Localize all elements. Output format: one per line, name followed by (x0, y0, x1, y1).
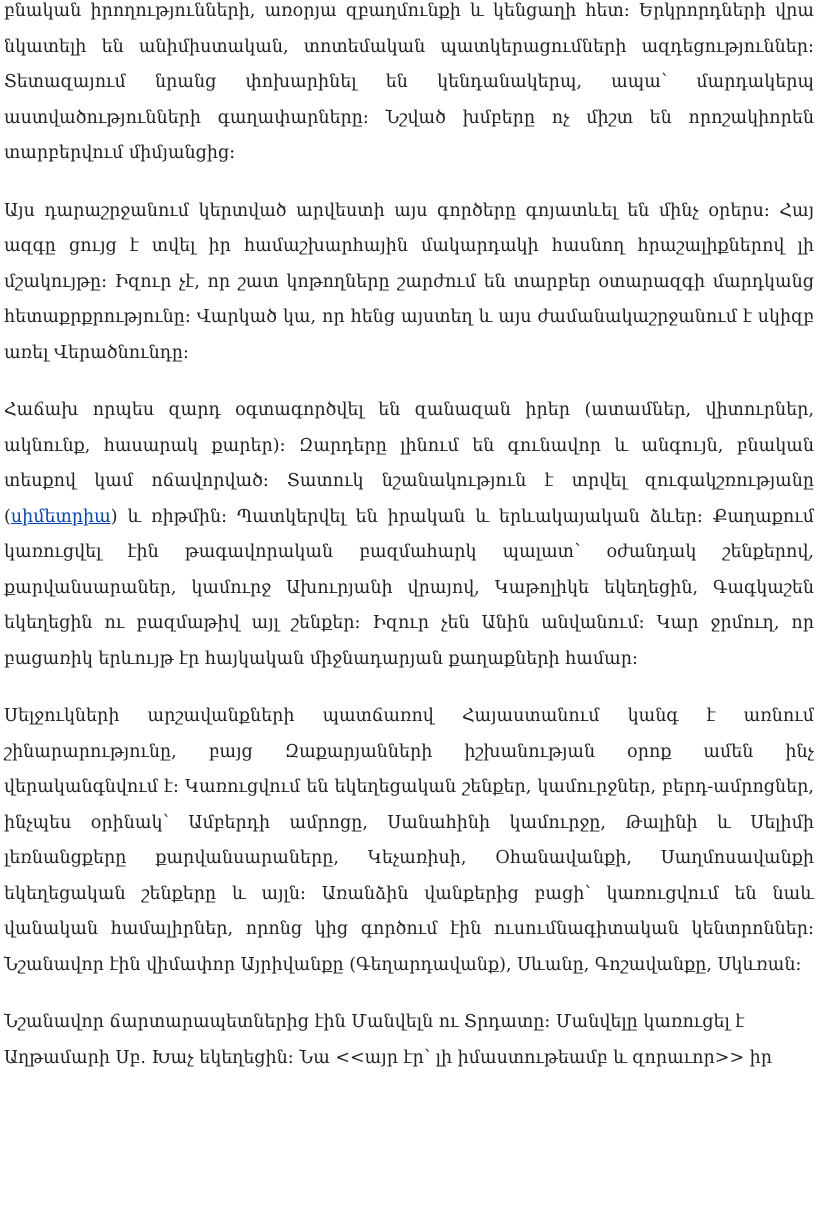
paragraph-5: Նշանավոր ճարտարապետներից էին Մանվելն ու Տրդատը։ Մանվելը կառուցել է Աղթամարի Սբ. Խաչ եկեղեցին։ Նա <<այր էր՝ լի իմաստութեամբ և զորաւոր>> իր (4, 1012, 773, 1068)
symmetry-link[interactable]: սիմետրիա (10, 506, 111, 527)
paragraph-4: Սելջուկների արշավանքների պատճառով Հայաստանում կանգ է առնում շինարարությունը, բայց Զաքարյանների իշխանության օրոք ամեն ինչ վերականգնվում է։ Կառուցվում են եկեղեցական շենքեր, կամուրջներ, բերդ-ամրոցներ, ինչպես օրինակ՝ Ամբերդի ամրոցը, Սանահինի կամուրջը, Թալինի և Սելիմի լեռնանցքերը քարվանսարաները, Կեչառիսի, Օհանավանքի, Սաղմոսավանքի եկեղեցական շենքերը և այլն։ Առանձին վանքերից բացի՝ կառուցվում են նաև վանական համալիրներ, որոնց կից գործում էին ուսումնագիտական կենտրոններ։ Նշանավոր էին վիմափոր Այրիվանքը (Գեղարդավանք), Սևանը, Գոշավանքը, Սկևռան: (4, 706, 814, 975)
paragraph-1: բնական իրողությունների, առօրյա զբաղմունքի և կենցաղի հետ։ Երկրորդների վրա նկատելի են անիմիստական, տոտեմական պատկերացումների ազդեցություններ։ Տետազայում նրանց փոխարինել են կենդանակերպ, ապա՝ մարդակերպ աստվածությունների գաղափարները։ Նշված խմբերը ոչ միշտ են որոշակիորեն տարբերվում միմյանցից։ (4, 1, 814, 163)
paragraph-3-text-before: Հաճախ որպես զարդ օգտագործվել են զանազան իրեր (ատամներ, վիտուրներ, ակնունք, հասարակ քարեր)։ Զարդերը լինում են գունավոր և անգույն, բնական տեսքով կամ ոճավորված։ Տատուկ նշանակություն է տրվել զուգակշռությանը ( (4, 400, 814, 527)
paragraph-3-text-after: ) և ռիթմին։ Պատկերվել են իրական և երևակայական ձևեր։ Քաղաքում կառուցվել էին թագավորական բազմահարկ պալատ՝ օժանդակ շենքերով, քարվանսարաներ, կամուրջ Ախուրյանի վրայով, Կաթոլիկե եկեղեցին, Գագկաշեն եկեղեցին ու բազմաթիվ այլ շենքեր։ Իզուր չեն Անին անվանում։ Կար ջրմուղ, որ բացառիկ երևույթ էր հայկական միջնադարյան քաղաքների համար: (4, 506, 814, 669)
document-page (4, 0, 814, 1098)
paragraph-3 (4, 393, 814, 677)
paragraph-2: Այս դարաշրջանում կերտված արվեստի այս գործերը գոյատևել են մինչ օրերս։ Հայ ազգը ցույց է տվել իր համաշխարհային մակարդակի հասնող հրաշալիքներով լի մշակույթը։ Իզուր չէ, որ շատ կոթողները շարժում են տարբեր օտարազգի մարդկանց հետաքրքրությունը։ Վարկած կա, որ հենց այստեղ և այս ժամանակաշրջանում է սկիզբ առել Վերածնունդը: (4, 200, 814, 363)
